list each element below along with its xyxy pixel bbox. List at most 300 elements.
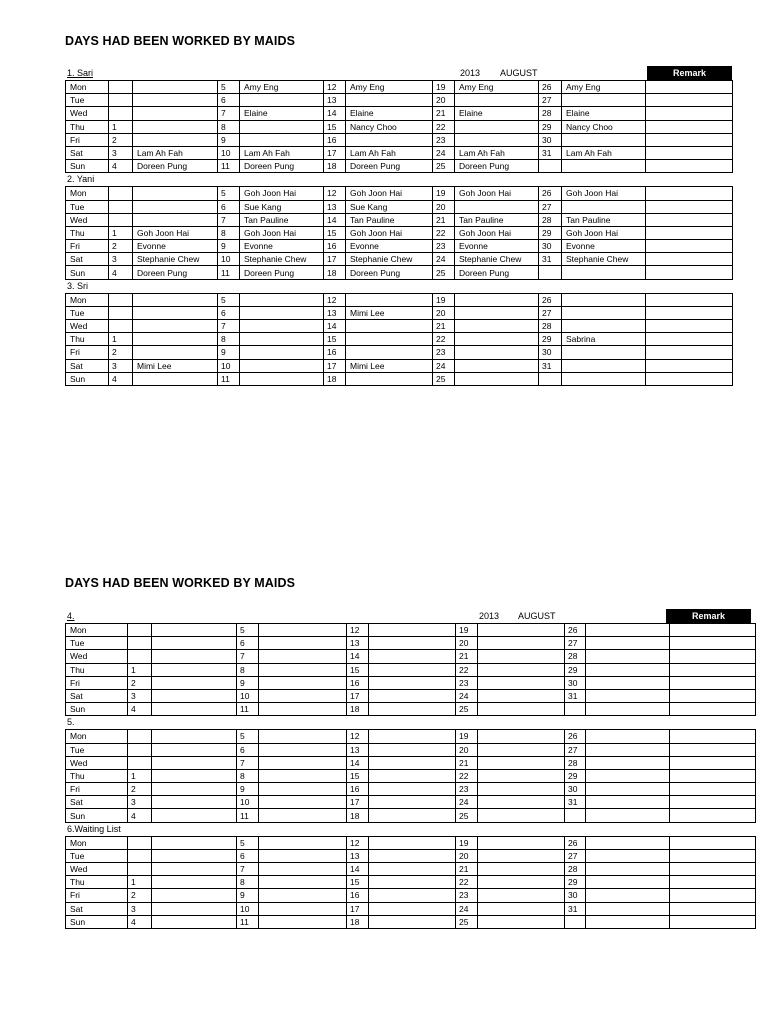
- date-cell: 21: [433, 320, 455, 333]
- remark-cell: [646, 133, 733, 146]
- employer-cell: [240, 94, 324, 107]
- employer-cell: [562, 306, 646, 319]
- schedule-table: [65, 729, 756, 822]
- date-cell: 2: [128, 889, 152, 902]
- employer-cell: [346, 372, 433, 385]
- employer-cell: Tan Pauline: [562, 213, 646, 226]
- date-cell: [539, 372, 562, 385]
- date-cell: 12: [324, 81, 346, 94]
- date-cell: 6: [237, 743, 259, 756]
- page-title: DAYS HAD BEEN WORKED BY MAIDS: [65, 34, 296, 48]
- table-row: [66, 637, 756, 650]
- table-row: [66, 359, 733, 372]
- employer-cell: Goh Joon Hai: [240, 187, 324, 200]
- table-row: [66, 372, 733, 385]
- employer-cell: Amy Eng: [455, 81, 539, 94]
- remark-cell: [670, 783, 756, 796]
- employer-cell: [133, 333, 218, 346]
- weekday-cell: Fri: [66, 240, 109, 253]
- employer-cell: [586, 836, 670, 849]
- employer-cell: [562, 320, 646, 333]
- weekday-cell: Mon: [66, 730, 128, 743]
- date-cell: 4: [109, 372, 133, 385]
- employer-cell: [455, 293, 539, 306]
- remark-header: Remark: [647, 66, 732, 80]
- date-cell: [128, 849, 152, 862]
- employer-cell: [133, 200, 218, 213]
- date-cell: 7: [237, 756, 259, 769]
- date-cell: 17: [347, 902, 369, 915]
- weekday-cell: Mon: [66, 624, 128, 637]
- date-cell: 28: [565, 650, 586, 663]
- date-cell: 6: [237, 849, 259, 862]
- year-label: 2013: [479, 611, 500, 621]
- weekday-cell: Sat: [66, 253, 109, 266]
- weekday-cell: Mon: [66, 836, 128, 849]
- date-cell: 19: [433, 187, 455, 200]
- date-cell: 21: [456, 756, 478, 769]
- date-cell: 5: [218, 293, 240, 306]
- employer-cell: [586, 730, 670, 743]
- table-row: [66, 253, 733, 266]
- weekday-cell: Wed: [66, 650, 128, 663]
- table-row: [66, 293, 733, 306]
- weekday-cell: Wed: [66, 320, 109, 333]
- date-cell: 26: [539, 293, 562, 306]
- date-cell: 30: [565, 889, 586, 902]
- employer-cell: [455, 372, 539, 385]
- date-cell: 15: [324, 226, 346, 239]
- date-cell: 13: [347, 743, 369, 756]
- weekday-cell: Wed: [66, 213, 109, 226]
- table-row: [66, 226, 733, 239]
- employer-cell: [152, 836, 237, 849]
- date-cell: 3: [128, 689, 152, 702]
- date-cell: 21: [433, 107, 455, 120]
- employer-cell: [586, 876, 670, 889]
- date-cell: 22: [456, 769, 478, 782]
- weekday-cell: Mon: [66, 81, 109, 94]
- employer-cell: [586, 703, 670, 716]
- weekday-cell: Fri: [66, 346, 109, 359]
- date-cell: 14: [347, 863, 369, 876]
- date-cell: [109, 320, 133, 333]
- date-cell: 11: [237, 703, 259, 716]
- employer-cell: Lam Ah Fah: [240, 146, 324, 159]
- employer-cell: Doreen Pung: [346, 160, 433, 173]
- employer-cell: [562, 133, 646, 146]
- employer-cell: [369, 783, 456, 796]
- employer-cell: [478, 676, 565, 689]
- employer-cell: [133, 213, 218, 226]
- table-row: [66, 809, 756, 822]
- employer-cell: [259, 756, 347, 769]
- employer-cell: [133, 320, 218, 333]
- date-cell: 9: [218, 133, 240, 146]
- date-cell: 18: [347, 809, 369, 822]
- date-cell: 9: [237, 676, 259, 689]
- table-row: [66, 849, 756, 862]
- table-row: [66, 200, 733, 213]
- table-row: [66, 160, 733, 173]
- date-cell: 12: [324, 187, 346, 200]
- remark-cell: [646, 120, 733, 133]
- date-cell: 24: [456, 796, 478, 809]
- employer-cell: Goh Joon Hai: [346, 226, 433, 239]
- employer-cell: [369, 876, 456, 889]
- weekday-cell: Sun: [66, 703, 128, 716]
- employer-cell: [455, 120, 539, 133]
- date-cell: 10: [218, 359, 240, 372]
- employer-cell: [259, 889, 347, 902]
- employer-cell: Lam Ah Fah: [133, 146, 218, 159]
- date-cell: [109, 293, 133, 306]
- date-cell: 10: [218, 146, 240, 159]
- employer-cell: [478, 650, 565, 663]
- employer-cell: [259, 863, 347, 876]
- employer-cell: [152, 876, 237, 889]
- date-cell: 6: [218, 306, 240, 319]
- date-cell: 19: [456, 836, 478, 849]
- table-row: [66, 689, 756, 702]
- employer-cell: Goh Joon Hai: [562, 187, 646, 200]
- employer-cell: Tan Pauline: [346, 213, 433, 226]
- weekday-cell: Thu: [66, 120, 109, 133]
- date-cell: 17: [324, 253, 346, 266]
- date-cell: 7: [237, 863, 259, 876]
- date-cell: 27: [565, 637, 586, 650]
- employer-cell: [259, 703, 347, 716]
- weekday-cell: Tue: [66, 743, 128, 756]
- date-cell: 5: [237, 624, 259, 637]
- date-cell: 2: [109, 133, 133, 146]
- date-cell: 26: [565, 836, 586, 849]
- employer-cell: [346, 94, 433, 107]
- date-cell: 14: [324, 213, 346, 226]
- date-cell: 1: [128, 769, 152, 782]
- sheet-header: [65, 66, 732, 80]
- remark-cell: [670, 743, 756, 756]
- date-cell: [109, 200, 133, 213]
- date-cell: 19: [433, 293, 455, 306]
- remark-cell: [670, 756, 756, 769]
- employer-cell: [586, 915, 670, 928]
- employer-cell: Goh Joon Hai: [346, 187, 433, 200]
- employer-cell: [346, 333, 433, 346]
- employer-cell: [369, 915, 456, 928]
- employer-cell: [369, 730, 456, 743]
- date-cell: 25: [456, 809, 478, 822]
- employer-cell: [133, 187, 218, 200]
- remark-cell: [670, 676, 756, 689]
- date-cell: 13: [347, 637, 369, 650]
- date-cell: 5: [218, 187, 240, 200]
- employer-cell: [369, 756, 456, 769]
- weekday-cell: Fri: [66, 676, 128, 689]
- date-cell: [128, 730, 152, 743]
- date-cell: 21: [456, 650, 478, 663]
- employer-cell: [152, 689, 237, 702]
- date-cell: 22: [433, 226, 455, 239]
- remark-cell: [646, 253, 733, 266]
- date-cell: 10: [218, 253, 240, 266]
- remark-cell: [646, 187, 733, 200]
- remark-cell: [670, 915, 756, 928]
- employer-cell: Mimi Lee: [133, 359, 218, 372]
- date-cell: 8: [237, 769, 259, 782]
- employer-cell: Mimi Lee: [346, 306, 433, 319]
- employer-cell: [240, 133, 324, 146]
- employer-cell: Goh Joon Hai: [133, 226, 218, 239]
- employer-cell: [152, 915, 237, 928]
- date-cell: 16: [324, 133, 346, 146]
- employer-cell: [259, 743, 347, 756]
- table-row: [66, 94, 733, 107]
- employer-cell: [152, 730, 237, 743]
- employer-cell: Goh Joon Hai: [240, 226, 324, 239]
- employer-cell: [259, 650, 347, 663]
- date-cell: 30: [565, 676, 586, 689]
- date-cell: [109, 213, 133, 226]
- date-cell: 1: [109, 120, 133, 133]
- date-cell: 12: [324, 293, 346, 306]
- employer-cell: [562, 160, 646, 173]
- remark-cell: [646, 94, 733, 107]
- remark-cell: [646, 160, 733, 173]
- employer-cell: [152, 889, 237, 902]
- employer-cell: [259, 663, 347, 676]
- section-label: 4.: [67, 611, 75, 621]
- date-cell: 23: [456, 676, 478, 689]
- employer-cell: [586, 637, 670, 650]
- employer-cell: [455, 94, 539, 107]
- date-cell: 9: [237, 889, 259, 902]
- employer-cell: [369, 703, 456, 716]
- employer-cell: [455, 333, 539, 346]
- employer-cell: [133, 120, 218, 133]
- schedule-table: [65, 186, 733, 279]
- weekday-cell: Tue: [66, 94, 109, 107]
- employer-cell: [455, 346, 539, 359]
- remark-cell: [646, 293, 733, 306]
- weekday-cell: Sat: [66, 146, 109, 159]
- date-cell: 5: [237, 730, 259, 743]
- schedule-sheet-1: [65, 66, 732, 386]
- date-cell: 2: [128, 676, 152, 689]
- employer-cell: [346, 293, 433, 306]
- date-cell: [109, 81, 133, 94]
- employer-cell: [259, 783, 347, 796]
- employer-cell: Evonne: [133, 240, 218, 253]
- remark-cell: [670, 703, 756, 716]
- employer-cell: [586, 796, 670, 809]
- date-cell: 4: [109, 160, 133, 173]
- date-cell: 10: [237, 689, 259, 702]
- remark-cell: [670, 796, 756, 809]
- table-row: [66, 133, 733, 146]
- weekday-cell: Thu: [66, 333, 109, 346]
- employer-cell: [478, 783, 565, 796]
- weekday-cell: Thu: [66, 769, 128, 782]
- remark-cell: [670, 689, 756, 702]
- weekday-cell: Sun: [66, 160, 109, 173]
- employer-cell: [369, 743, 456, 756]
- employer-cell: [586, 676, 670, 689]
- date-cell: 20: [456, 743, 478, 756]
- employer-cell: [478, 689, 565, 702]
- date-cell: 2: [109, 346, 133, 359]
- employer-cell: Doreen Pung: [346, 266, 433, 279]
- employer-cell: Stephanie Chew: [240, 253, 324, 266]
- date-cell: 7: [218, 107, 240, 120]
- date-cell: 29: [539, 120, 562, 133]
- employer-cell: [259, 915, 347, 928]
- date-cell: 20: [456, 849, 478, 862]
- employer-cell: [133, 372, 218, 385]
- remark-cell: [670, 889, 756, 902]
- weekday-cell: Fri: [66, 783, 128, 796]
- date-cell: 22: [433, 333, 455, 346]
- employer-cell: [586, 663, 670, 676]
- date-cell: 27: [565, 849, 586, 862]
- remark-cell: [670, 637, 756, 650]
- date-cell: 30: [539, 133, 562, 146]
- employer-cell: [240, 372, 324, 385]
- employer-cell: [259, 769, 347, 782]
- date-cell: [128, 863, 152, 876]
- date-cell: [128, 637, 152, 650]
- employer-cell: Elaine: [562, 107, 646, 120]
- date-cell: 15: [347, 663, 369, 676]
- employer-cell: Amy Eng: [346, 81, 433, 94]
- date-cell: 11: [218, 266, 240, 279]
- table-row: [66, 743, 756, 756]
- employer-cell: [478, 624, 565, 637]
- employer-cell: [586, 743, 670, 756]
- date-cell: 14: [347, 650, 369, 663]
- employer-cell: [478, 730, 565, 743]
- date-cell: 17: [324, 146, 346, 159]
- date-cell: [565, 703, 586, 716]
- employer-cell: [586, 756, 670, 769]
- table-row: [66, 107, 733, 120]
- date-cell: 15: [347, 769, 369, 782]
- schedule-table: [65, 623, 756, 716]
- remark-cell: [646, 333, 733, 346]
- employer-cell: [478, 902, 565, 915]
- date-cell: 24: [456, 689, 478, 702]
- date-cell: 24: [433, 146, 455, 159]
- employer-cell: Goh Joon Hai: [455, 226, 539, 239]
- date-cell: 3: [128, 902, 152, 915]
- date-cell: 8: [218, 226, 240, 239]
- date-cell: 26: [539, 81, 562, 94]
- table-row: [66, 863, 756, 876]
- employer-cell: [369, 650, 456, 663]
- employer-cell: [346, 346, 433, 359]
- employer-cell: [259, 876, 347, 889]
- date-cell: 26: [565, 624, 586, 637]
- date-cell: 3: [109, 359, 133, 372]
- date-cell: 3: [109, 253, 133, 266]
- employer-cell: Lam Ah Fah: [455, 146, 539, 159]
- employer-cell: Doreen Pung: [240, 266, 324, 279]
- remark-cell: [646, 306, 733, 319]
- table-row: [66, 650, 756, 663]
- date-cell: 1: [109, 226, 133, 239]
- employer-cell: [369, 624, 456, 637]
- employer-cell: [478, 915, 565, 928]
- date-cell: 20: [433, 94, 455, 107]
- employer-cell: [369, 689, 456, 702]
- date-cell: 28: [565, 863, 586, 876]
- employer-cell: [562, 293, 646, 306]
- table-row: [66, 187, 733, 200]
- date-cell: 31: [539, 253, 562, 266]
- schedule-table: [65, 80, 733, 173]
- employer-cell: Goh Joon Hai: [562, 226, 646, 239]
- employer-cell: [586, 809, 670, 822]
- employer-cell: Evonne: [455, 240, 539, 253]
- employer-cell: [240, 346, 324, 359]
- date-cell: 13: [347, 849, 369, 862]
- date-cell: 1: [128, 876, 152, 889]
- weekday-cell: Mon: [66, 187, 109, 200]
- date-cell: 23: [456, 889, 478, 902]
- date-cell: 18: [324, 266, 346, 279]
- remark-cell: [670, 624, 756, 637]
- date-cell: 25: [433, 372, 455, 385]
- employer-cell: Amy Eng: [240, 81, 324, 94]
- date-cell: 7: [218, 213, 240, 226]
- remark-cell: [670, 650, 756, 663]
- employer-cell: Evonne: [240, 240, 324, 253]
- date-cell: 12: [347, 836, 369, 849]
- weekday-cell: Tue: [66, 200, 109, 213]
- schedule-table: [65, 836, 756, 929]
- employer-cell: [562, 359, 646, 372]
- date-cell: 28: [565, 756, 586, 769]
- date-cell: 12: [347, 730, 369, 743]
- employer-cell: [152, 769, 237, 782]
- weekday-cell: Sun: [66, 266, 109, 279]
- remark-header: Remark: [666, 609, 751, 623]
- date-cell: 8: [237, 663, 259, 676]
- employer-cell: Elaine: [346, 107, 433, 120]
- date-cell: 28: [539, 213, 562, 226]
- date-cell: 9: [237, 783, 259, 796]
- employer-cell: [133, 346, 218, 359]
- employer-cell: [259, 836, 347, 849]
- date-cell: 4: [128, 703, 152, 716]
- employer-cell: [369, 769, 456, 782]
- year-label: 2013: [460, 68, 481, 78]
- employer-cell: [478, 876, 565, 889]
- remark-cell: [646, 320, 733, 333]
- employer-cell: [152, 783, 237, 796]
- employer-cell: Lam Ah Fah: [346, 146, 433, 159]
- date-cell: [109, 187, 133, 200]
- employer-cell: Nancy Choo: [346, 120, 433, 133]
- date-cell: 16: [347, 783, 369, 796]
- section-label: 6.Waiting List: [67, 823, 121, 834]
- employer-cell: [240, 120, 324, 133]
- date-cell: 29: [565, 876, 586, 889]
- table-row: [66, 756, 756, 769]
- remark-cell: [646, 146, 733, 159]
- date-cell: 24: [456, 902, 478, 915]
- employer-cell: [152, 663, 237, 676]
